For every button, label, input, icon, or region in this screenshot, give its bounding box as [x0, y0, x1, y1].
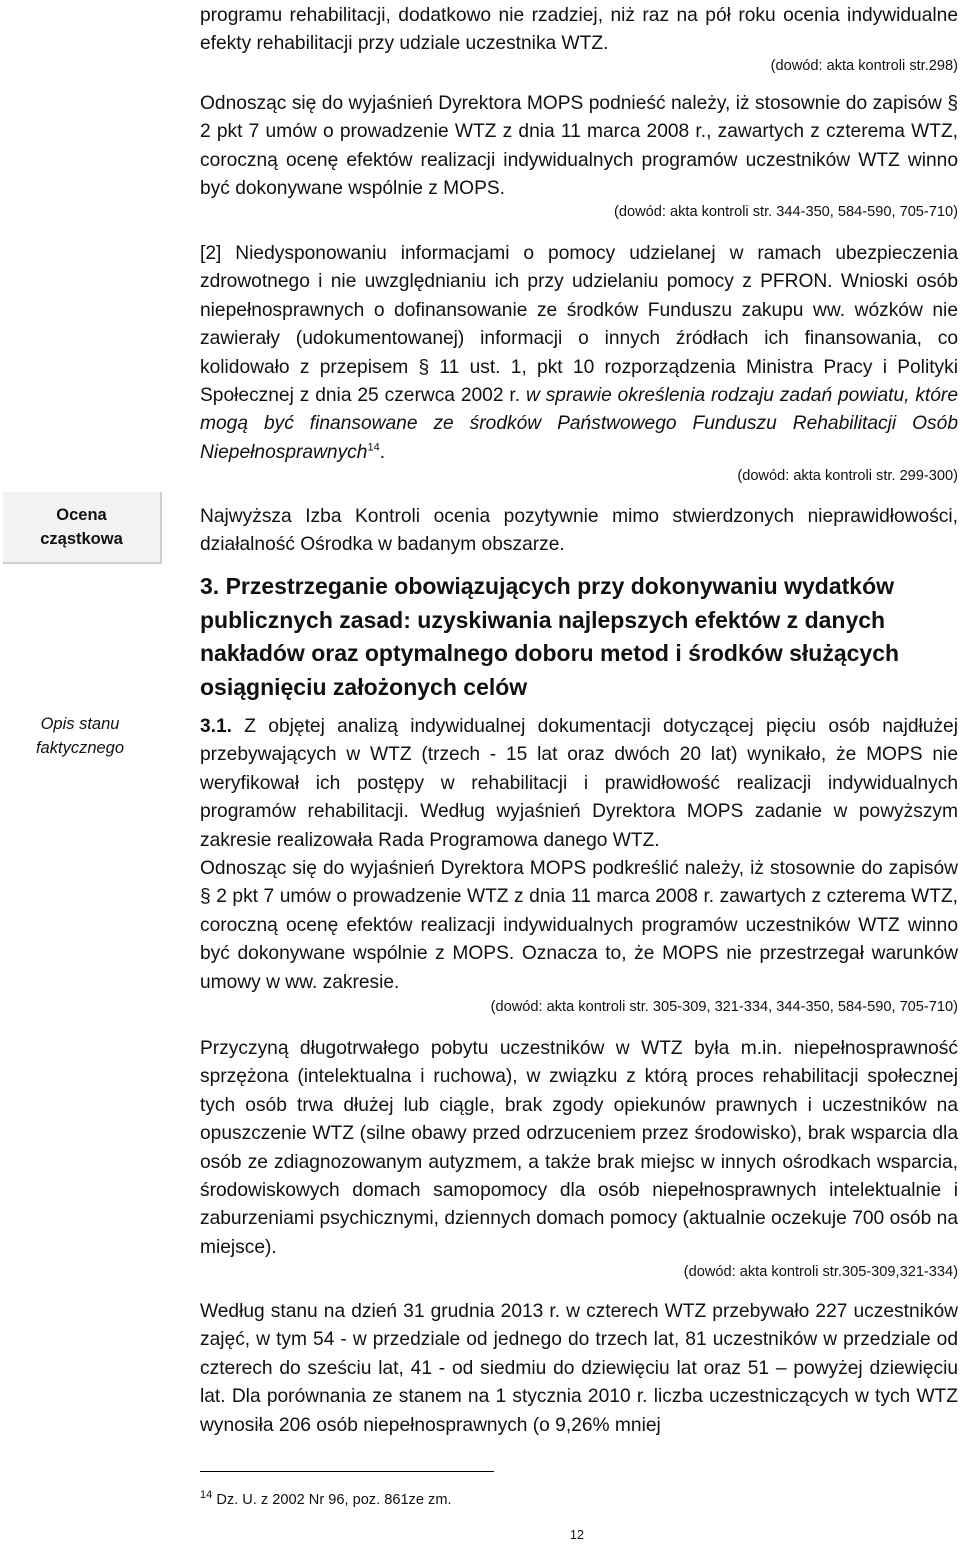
paragraph-text: Odnosząc się do wyjaśnień Dyrektora MOPS podnieść należy, iż stosownie do zapisów § 2 pkt 7 umów o prowadzenie WTZ z dnia 11 marca 2008 r., zawartych z czterema WTZ, coroczną ocenę efektów realizacji indywidualnych programów uczestników WTZ winno być dokonywane wspólnie z MOPS.	[200, 93, 958, 200]
evidence-reference	[200, 1261, 958, 1283]
paragraph-number: 3.1.	[200, 716, 245, 737]
footnote-text: Dz. U. z 2002 Nr 96, poz. 861ze zm.	[216, 1492, 452, 1508]
paragraph-text: (dowód: akta kontroli str. 344-350, 584-590, 705-710)	[614, 204, 958, 220]
paragraph-text: (dowód: akta kontroli str.298)	[770, 58, 958, 74]
evidence-reference	[200, 201, 958, 223]
footnote-ref: 14	[367, 441, 380, 454]
evidence-reference	[200, 996, 958, 1018]
paragraph-text: 3. Przestrzeganie obowiązujących przy dokonywaniu wydatków publicznych zasad: uzyskiwania najlepszych efektów z danych nakładów oraz optymalnego doboru metod i środków służących osiągnięciu założonych celów	[200, 573, 900, 700]
evidence-reference	[200, 55, 958, 77]
paragraph	[200, 240, 958, 467]
sidebar-partial-line1: Ocena	[56, 506, 107, 524]
paragraph	[200, 2, 958, 59]
paragraph-text: Najwyższa Izba Kontroli ocenia pozytywnie mimo stwierdzonych nieprawidłowości, działalność Ośrodka w badanym obszarze.	[200, 506, 958, 556]
paragraph	[200, 90, 958, 204]
sidebar-partial-line2: cząstkowa	[40, 530, 123, 548]
paragraph	[200, 1298, 958, 1440]
paragraph-text: [2] Niedysponowaniu informacjami o pomocy udzielanej w ramach ubezpieczenia zdrowotnego i nie uwzględnianiu ich przy udzielaniu pomocy z PFRON. Wnioski osób niepełnosprawnych o dofinansowanie ze środków Funduszu zakupu ww. wózków nie zawierały (udokumentowanej) informacji o innych źródłach ich finansowania, co kolidowało z przepisem § 11 ust. 1, pkt 10 rozporządzenia Ministra Pracy i Polityki Społecznej z dnia 25 czerwca 2002 r.	[200, 243, 958, 407]
footnote	[200, 1489, 452, 1508]
paragraph	[200, 1035, 958, 1262]
footnote-number: 14	[200, 1489, 213, 1502]
sidebar-partial-assessment	[3, 492, 162, 564]
page-number: 12	[570, 1528, 584, 1542]
paragraph-text: (dowód: akta kontroli str.305-309,321-334)	[683, 1264, 958, 1280]
sidebar-state-line2: faktycznego	[35, 739, 125, 757]
sidebar-state-line1: Opis stanu	[40, 715, 120, 733]
regulation-title: w sprawie określenia rodzaju zadań powiatu, które mogą być finansowane ze środków Państwowego Funduszu Rehabilitacji Osób Niepełnosprawnych	[200, 385, 958, 463]
section-heading	[200, 570, 958, 704]
paragraph	[200, 855, 958, 997]
paragraph-text: Z objętej analizą indywidualnej dokumentacji dotyczącej pięciu osób najdłużej przebywających w WTZ (trzech - 15 lat oraz dwóch 20 lat) wynikało, że MOPS nie weryfikował ich postępy w rehabilitacji i prawidłowość realizacji indywidualnych programów rehabilitacji. Według wyjaśnień Dyrektora MOPS zadanie w powyższym zakresie realizowała Rada Programowa danego WTZ.	[200, 716, 958, 851]
paragraph	[200, 503, 958, 560]
paragraph-end: .	[379, 441, 386, 463]
paragraph-text: Odnosząc się do wyjaśnień Dyrektora MOPS podkreślić należy, iż stosownie do zapisów § 2 pkt 7 umów o prowadzenie WTZ z dnia 11 marca 2008 r. zawartych z czterema WTZ, coroczną ocenę efektów realizacji indywidualnych programów uczestników WTZ winno być dokonywane wspólnie z MOPS. Oznacza to, że MOPS nie przestrzegał warunków umowy w ww. zakresie.	[200, 858, 958, 993]
paragraph-text: (dowód: akta kontroli str. 305-309, 321-334, 344-350, 584-590, 705-710)	[490, 999, 958, 1015]
paragraph-text: Według stanu na dzień 31 grudnia 2013 r. w czterech WTZ przebywało 227 uczestników zajęć, w tym 54 - w przedziale od jednego do trzech lat, 81 uczestników w przedziale od czterech do sześciu lat, 41 - od siedmiu do dziewięciu lat oraz 51 – powyżej dziewięciu lat. Dla porównania ze stanem na 1 stycznia 2010 r. liczba uczestniczących w tych WTZ wynosiła 206 osób niepełnosprawnych (o 9,26% mniej	[200, 1301, 958, 1436]
footnote-separator	[200, 1471, 494, 1472]
paragraph-text: programu rehabilitacji, dodatkowo nie rzadziej, niż raz na pół roku ocenia indywidualne efekty rehabilitacji przy udziale uczestnika WTZ.	[200, 5, 958, 55]
evidence-reference	[200, 465, 958, 487]
paragraph-text: (dowód: akta kontroli str. 299-300)	[737, 468, 958, 484]
paragraph-text: Przyczyną długotrwałego pobytu uczestników w WTZ była m.in. niepełnosprawność sprzężona (intelektualna i ruchowa), w związku z którą proces rehabilitacji społecznej tych osób trwa dłużej lub ciągle, brak zgody opiekunów prawnych i uczestników na opuszczenie WTZ (silne obawy przed odrzuceniem przez środowisko), brak wsparcia dla osób ze zdiagnozowanym autyzmem, a także brak miejsc w innych ośrodkach wsparcia, środowiskowych domach samopomocy dla osób niepełnosprawnych intelektualnie i zaburzeniami psychicznymi, dziennych domach pomocy (aktualnie oczekuje 700 osób na miejsce).	[200, 1038, 958, 1258]
sidebar-factual-state	[0, 712, 160, 760]
paragraph	[200, 713, 958, 855]
